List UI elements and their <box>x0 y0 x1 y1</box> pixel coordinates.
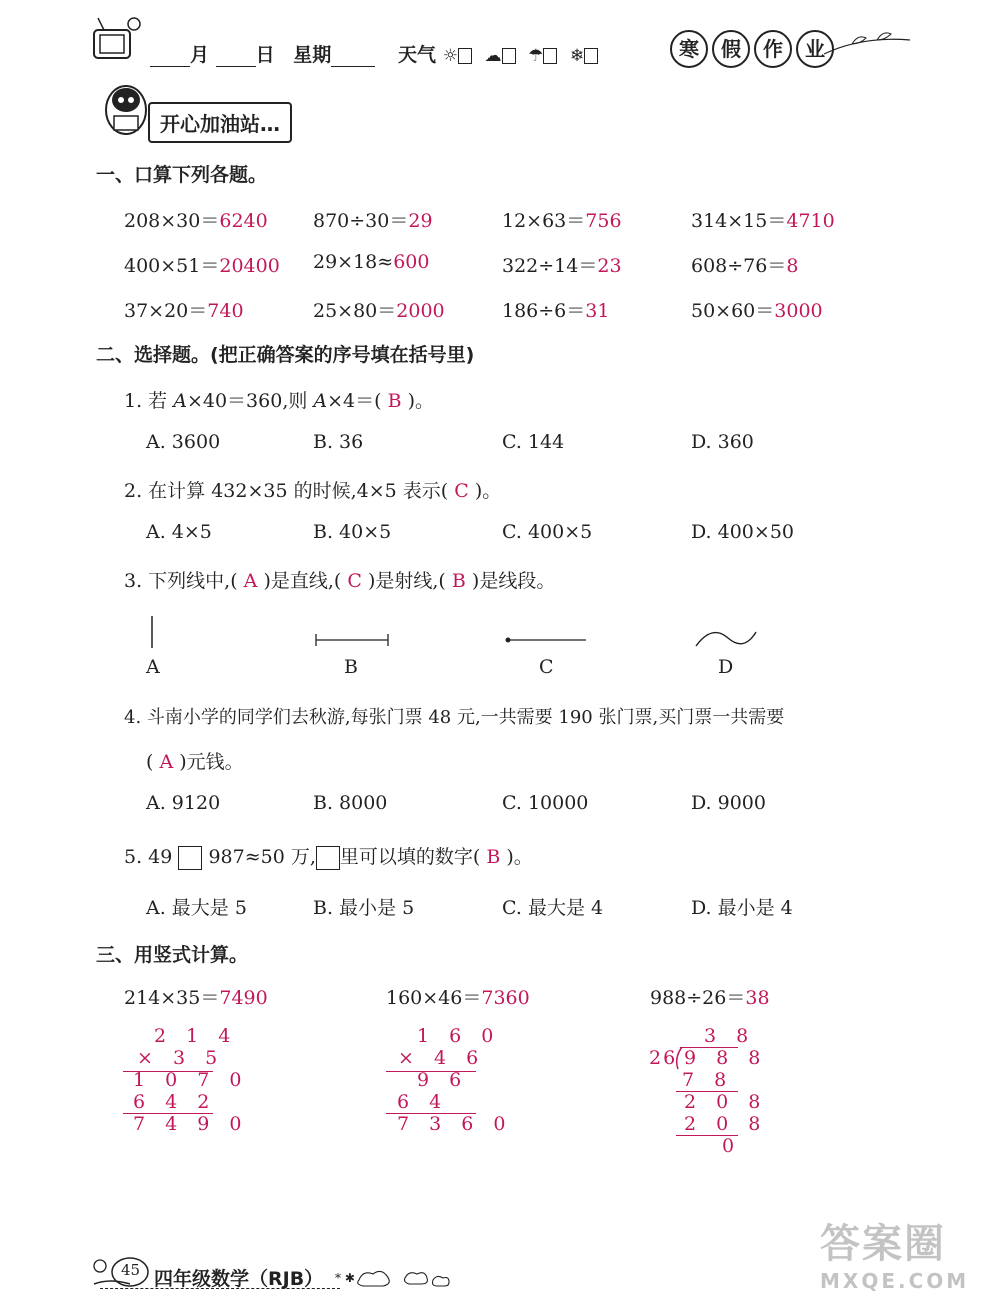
calc2-line3: 9 6 <box>417 1069 469 1091</box>
p1-answer[interactable]: 7490 <box>219 987 268 1009</box>
mental-math-answer[interactable]: 756 <box>585 210 622 232</box>
mental-math-question: 50×60＝ <box>691 300 775 322</box>
mental-math-item <box>691 206 835 233</box>
q1-post: )。 <box>407 390 435 412</box>
q1-var-a: A <box>173 390 187 412</box>
q1-answer[interactable]: B <box>387 390 402 412</box>
q4-pre: ( <box>146 751 154 773</box>
calc2-line2: × 4 6 <box>398 1047 486 1069</box>
mental-math-answer[interactable]: 3000 <box>774 300 823 322</box>
mental-math-answer[interactable]: 20400 <box>219 255 280 277</box>
q1-option-b[interactable]: B. 36 <box>313 431 364 453</box>
calc1-line1: 2 1 4 <box>154 1025 238 1047</box>
calc2-line4: 6 4 <box>397 1091 449 1113</box>
p3-question: 988÷26＝ <box>650 987 746 1009</box>
mental-math-question: 25×80＝ <box>313 300 397 322</box>
q1-option-a[interactable]: A. 3600 <box>146 431 221 453</box>
section-banner: 开心加油站… <box>148 102 292 143</box>
calc1-line3: 1 0 7 0 <box>133 1069 249 1091</box>
question-4-line2 <box>146 747 244 774</box>
month-label: 月 <box>190 44 210 66</box>
q2-answer[interactable]: C <box>454 480 469 502</box>
q4-option-c[interactable]: C. 10000 <box>502 792 589 814</box>
mental-math-question: 608÷76＝ <box>691 255 787 277</box>
svg-text:* ✱: * ✱ <box>335 1271 355 1285</box>
badge-3: 作 <box>754 30 792 68</box>
day-label: 日 <box>255 44 275 66</box>
watermark <box>820 1212 990 1292</box>
calc3-quotient: 3 8 <box>704 1025 756 1047</box>
figure-b-segment <box>316 634 388 646</box>
mental-math-item <box>691 251 798 278</box>
day-blank[interactable] <box>216 48 256 67</box>
mental-math-item <box>313 251 429 273</box>
snow-checkbox[interactable] <box>584 48 598 64</box>
section1-title: 一、口算下列各题。 <box>96 164 268 186</box>
mental-math-answer[interactable]: 740 <box>207 300 244 322</box>
footer-title: 四年级数学（RJB） <box>154 1268 324 1290</box>
winter-homework-badges <box>670 30 838 68</box>
q4-option-b[interactable]: B. 8000 <box>313 792 388 814</box>
watermark-text-1: 答案圈 <box>820 1221 946 1267</box>
q3-mid1: )是直线,( <box>263 570 342 592</box>
q5-pre: 5. 49 <box>124 846 173 868</box>
mental-math-item <box>124 296 244 323</box>
mental-math-question: 37×20＝ <box>124 300 208 322</box>
q3-mid2: )是射线,( <box>367 570 446 592</box>
mental-math-question: 186÷6＝ <box>502 300 586 322</box>
q2-pre: 2. 在计算 432×35 的时候,4×5 表示( <box>124 480 449 502</box>
calc3-step3: 2 0 8 <box>684 1113 768 1135</box>
figure-label-c: C <box>539 656 554 678</box>
q3-line-figures <box>140 610 780 660</box>
figure-label-a: A <box>146 656 160 678</box>
q2-option-b[interactable]: B. 40×5 <box>313 521 392 543</box>
q4-answer[interactable]: A <box>159 751 174 773</box>
snow-icon: ❄ <box>570 46 585 66</box>
question-4-line1: 4. 斗南小学的同学们去秋游,每张门票 48 元,一共需要 190 张门票,买门票一共需要 <box>124 707 785 728</box>
figure-c-ray <box>506 638 587 643</box>
q1-option-d[interactable]: D. 360 <box>691 431 754 453</box>
q3-pre: 3. 下列线中,( <box>124 570 238 592</box>
mental-math-question: 12×63＝ <box>502 210 586 232</box>
q3-answer-ray[interactable]: C <box>347 570 362 592</box>
mental-math-item <box>691 296 823 323</box>
q3-answer-segment[interactable]: B <box>451 570 466 592</box>
q4-option-a[interactable]: A. 9120 <box>146 792 221 814</box>
mental-math-answer[interactable]: 29 <box>408 210 433 232</box>
p3-answer[interactable]: 38 <box>745 987 770 1009</box>
sun-icon: ☼ <box>442 46 458 66</box>
calc3-divisor: 26 <box>649 1047 678 1069</box>
q3-post: )是线段。 <box>471 570 556 592</box>
mental-math-item <box>313 206 433 233</box>
calc3-remainder: 0 <box>722 1135 742 1157</box>
q1-var-a2: A <box>313 390 328 412</box>
mental-math-answer[interactable]: 8 <box>786 255 799 277</box>
page-number: 45 <box>121 1261 141 1279</box>
question-2 <box>124 476 501 503</box>
mental-math-question: 208×30＝ <box>124 210 220 232</box>
q5-post1: 里可以填的数字( <box>339 846 481 868</box>
cloud-checkbox[interactable] <box>502 48 516 64</box>
problem-1 <box>124 983 268 1010</box>
q2-option-c[interactable]: C. 400×5 <box>502 521 593 543</box>
calc3-step1: 7 8 <box>682 1069 734 1091</box>
section2-title: 二、选择题。(把正确答案的序号填在括号里) <box>96 344 475 366</box>
weather-row <box>398 40 604 67</box>
weather-label: 天气 <box>398 44 437 66</box>
q5-option-c[interactable]: C. 最大是 4 <box>502 897 604 919</box>
month-blank[interactable] <box>150 48 190 67</box>
mental-math-answer[interactable]: 4710 <box>786 210 835 232</box>
q1-pre: 1. 若 <box>124 390 174 412</box>
mental-math-item <box>313 296 445 323</box>
mental-math-question: 400×51＝ <box>124 255 220 277</box>
rain-icon: ☂ <box>528 46 544 66</box>
q5-blank-box[interactable] <box>178 846 202 870</box>
q4-post: )元钱。 <box>179 751 244 773</box>
mental-math-answer[interactable]: 600 <box>393 251 430 273</box>
mental-math-question: 322÷14＝ <box>502 255 598 277</box>
p2-question: 160×46＝ <box>386 987 482 1009</box>
section3-title: 三、用竖式计算。 <box>96 944 249 966</box>
q1-option-c[interactable]: C. 144 <box>502 431 565 453</box>
cloud-icon: ☁ <box>484 46 502 66</box>
mental-math-question: 314×15＝ <box>691 210 787 232</box>
q1-mid2: ×4＝( <box>327 390 382 412</box>
weekday-blank[interactable] <box>331 48 375 67</box>
q2-option-a[interactable]: A. 4×5 <box>146 521 212 543</box>
q5-option-a[interactable]: A. 最大是 5 <box>146 897 247 919</box>
mental-math-item <box>502 251 622 278</box>
header-decor-tv <box>90 14 142 64</box>
q3-answer-line[interactable]: A <box>243 570 258 592</box>
date-line <box>150 40 375 67</box>
branch-icon <box>822 26 912 60</box>
mental-math-answer[interactable]: 31 <box>585 300 610 322</box>
calc2-line5: 7 3 6 0 <box>397 1113 513 1135</box>
q5-option-d[interactable]: D. 最小是 4 <box>691 897 793 919</box>
mental-math-item <box>502 296 609 323</box>
calc3-dividend: 9 8 8 <box>684 1047 768 1069</box>
calc2-line1: 1 6 0 <box>417 1025 501 1047</box>
q4-option-d[interactable]: D. 9000 <box>691 792 766 814</box>
mental-math-item <box>502 206 622 233</box>
mental-math-question: 870÷30＝ <box>313 210 409 232</box>
figure-label-b: B <box>344 656 358 678</box>
rain-checkbox[interactable] <box>543 48 557 64</box>
calc1-line4: 6 4 2 <box>133 1091 217 1113</box>
q5-option-b[interactable]: B. 最小是 5 <box>313 897 415 919</box>
p2-answer[interactable]: 7360 <box>481 987 530 1009</box>
mental-math-answer[interactable]: 6240 <box>219 210 268 232</box>
calc3-step2: 2 0 8 <box>684 1091 768 1113</box>
mental-math-answer[interactable]: 23 <box>597 255 622 277</box>
mental-math-item <box>124 206 268 233</box>
tv-icon <box>90 14 142 64</box>
badge-1: 寒 <box>670 30 708 68</box>
problem-2 <box>386 983 530 1010</box>
q2-option-d[interactable]: D. 400×50 <box>691 521 794 543</box>
q1-mid1: ×40＝360,则 <box>186 390 314 412</box>
question-3 <box>124 566 555 593</box>
mental-math-item <box>124 251 280 278</box>
problem-3 <box>650 983 770 1010</box>
mental-math-question: 29×18≈ <box>313 251 394 273</box>
mental-math-answer[interactable]: 2000 <box>396 300 445 322</box>
snail-icon <box>90 1252 150 1288</box>
figure-label-d: D <box>718 656 734 678</box>
footer-dashes <box>100 1288 340 1289</box>
question-1 <box>124 386 434 413</box>
badge-2: 假 <box>712 30 750 68</box>
q5-mid: 987≈50 万, <box>208 846 316 868</box>
watermark-text-2: MXQE.COM <box>820 1269 970 1293</box>
badge-4: 业 <box>796 30 834 68</box>
question-5 <box>124 842 533 870</box>
q5-blank-box-ref <box>316 846 340 870</box>
figure-d-curve <box>696 632 756 646</box>
q5-answer[interactable]: B <box>486 846 501 868</box>
weekday-label: 星期 <box>293 44 332 66</box>
sun-checkbox[interactable] <box>458 48 472 64</box>
calc1-line2: × 3 5 <box>137 1047 225 1069</box>
calc1-line5: 7 4 9 0 <box>133 1113 249 1135</box>
cloud-decor-icon <box>335 1262 455 1290</box>
q5-post: )。 <box>506 846 533 868</box>
p1-question: 214×35＝ <box>124 987 220 1009</box>
penguin-icon <box>100 80 152 136</box>
q2-post: )。 <box>474 480 502 502</box>
